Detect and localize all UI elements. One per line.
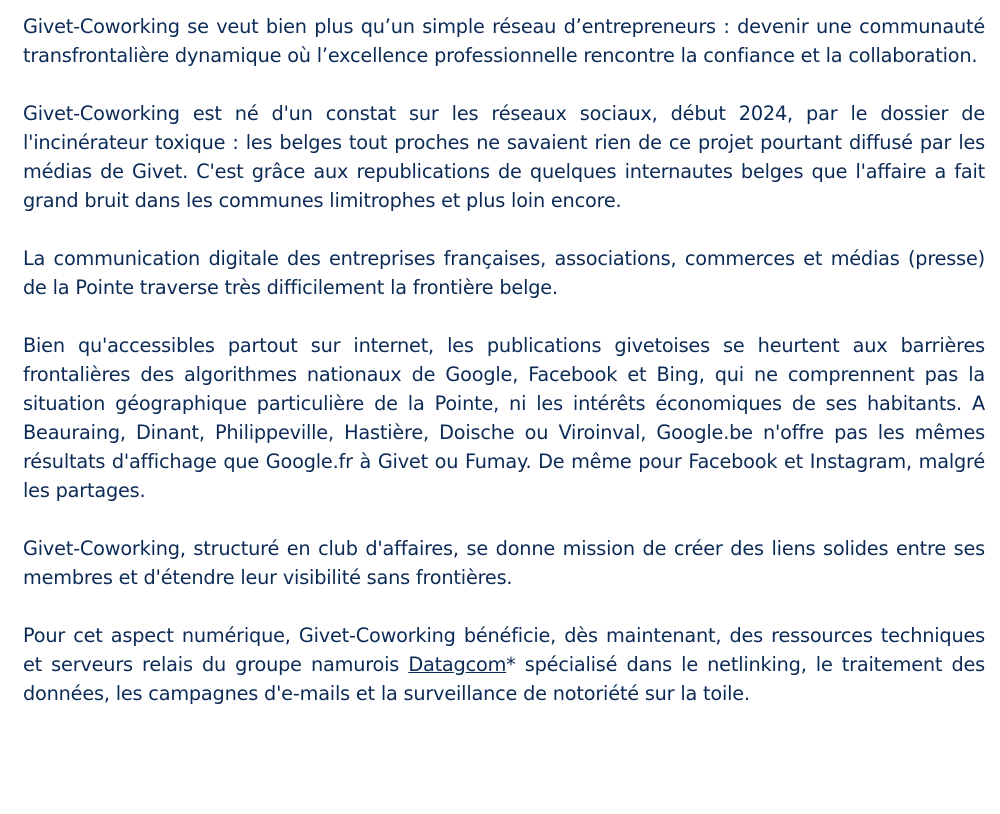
paragraph-mission: Givet-Coworking, structuré en club d'affaires, se donne mission de créer des liens solides entre ses membres et d'étendre leur visibilité sans frontières. <box>23 537 985 589</box>
paragraph-datagcom <box>23 621 985 708</box>
paragraph-datagcom-text-before: Pour cet aspect numérique, Givet-Coworking bénéficie, dès maintenant, des ressources techniques et serveurs relais du groupe namurois <box>23 624 985 676</box>
article-body <box>23 12 985 708</box>
datagcom-link[interactable]: Datagcom <box>408 653 507 676</box>
paragraph-origin: Givet-Coworking est né d'un constat sur les réseaux sociaux, début 2024, par le dossier de l'incinérateur toxique : les belges tout proches ne savaient rien de ce projet pourtant diffusé par les médias de Givet. C'est grâce aux republications de quelques internautes belges que l'affaire a fait grand bruit dans les communes limitrophes et plus loin encore. <box>23 102 985 212</box>
paragraph-algorithms: Bien qu'accessibles partout sur internet, les publications givetoises se heurtent aux barrières frontalières des algorithmes nationaux de Google, Facebook et Bing, qui ne comprennent pas la situation géographique particulière de la Pointe, ni les intérêts économiques de ses habitants. A Beauraing, Dinant, Philippeville, Hastière, Doische ou Viroinval, Google.be n'offre pas les mêmes résultats d'affichage que Google.fr à Givet ou Fumay. De même pour Facebook et Instagram, malgré les partages. <box>23 334 985 502</box>
paragraph-intro: Givet-Coworking se veut bien plus qu’un simple réseau d’entrepreneurs : devenir une communauté transfrontalière dynamique où l’excellence professionnelle rencontre la confiance et la collaboration. <box>23 15 985 67</box>
paragraph-datagcom-text-after: * spécialisé dans le netlinking, le traitement des données, les campagnes d'e-mails et la surveillance de notoriété sur la toile. <box>23 653 985 705</box>
paragraph-communication: La communication digitale des entreprises françaises, associations, commerces et médias (presse) de la Pointe traverse très difficilement la frontière belge. <box>23 247 985 299</box>
